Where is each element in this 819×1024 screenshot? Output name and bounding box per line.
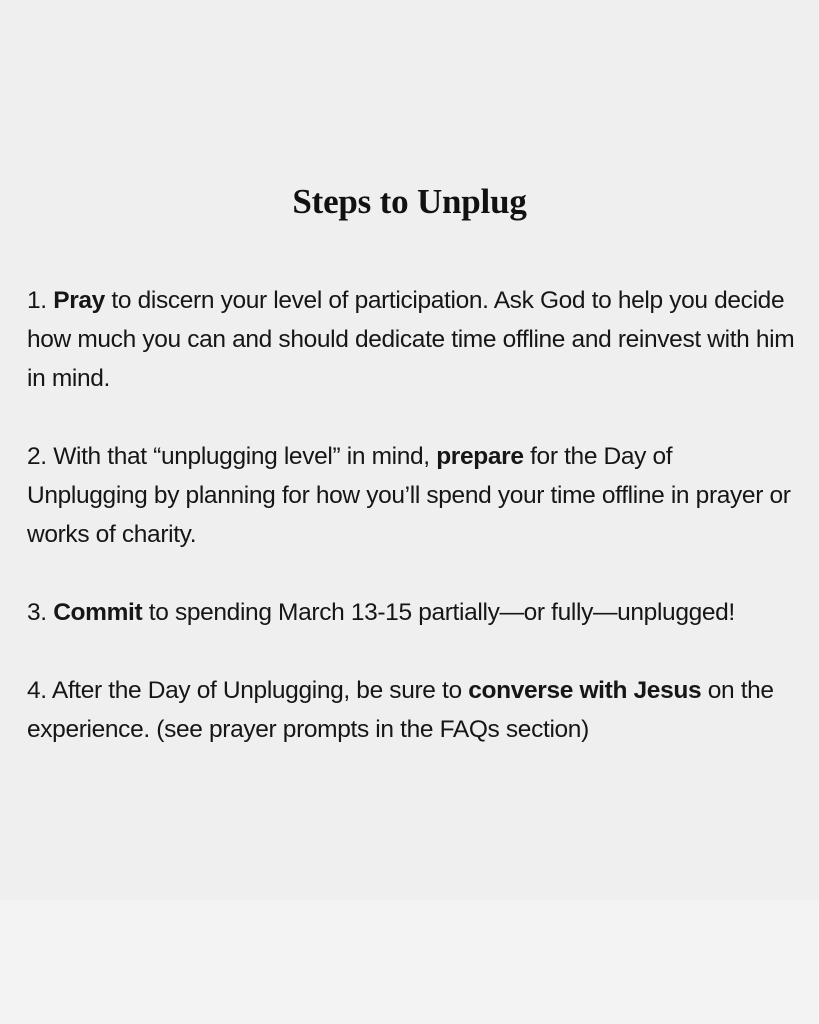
step-number: 1. — [27, 287, 47, 314]
step-number: 4. — [27, 677, 47, 704]
steps-list — [27, 281, 797, 749]
step-number: 3. — [27, 599, 47, 626]
step-text: on the experience. (see prayer prompts in the FAQs section) — [27, 677, 774, 743]
step-item — [27, 281, 797, 398]
step-number: 2. — [27, 443, 47, 470]
step-item — [27, 671, 797, 749]
step-text: With that “unplugging level” in mind, — [53, 443, 437, 470]
step-emphasis: converse with Jesus — [468, 677, 702, 704]
step-emphasis: Pray — [53, 287, 105, 314]
page-title: Steps to Unplug — [292, 182, 527, 221]
step-item — [27, 437, 797, 554]
step-emphasis: prepare — [436, 443, 524, 470]
bottom-band — [0, 900, 819, 1024]
step-text: After the Day of Unplugging, be sure to — [51, 677, 469, 704]
step-text: to discern your level of participation. Ask God to help you decide how much you can and should dedicate time offline and reinvest with him in mind. — [27, 287, 795, 392]
step-text: for the Day of Unplugging by planning for how you’ll spend your time offline in prayer or works of charity. — [27, 443, 791, 548]
step-item — [27, 593, 797, 632]
step-emphasis: Commit — [53, 599, 143, 626]
step-text: to spending March 13-15 partially—or fully—unplugged! — [142, 599, 735, 626]
